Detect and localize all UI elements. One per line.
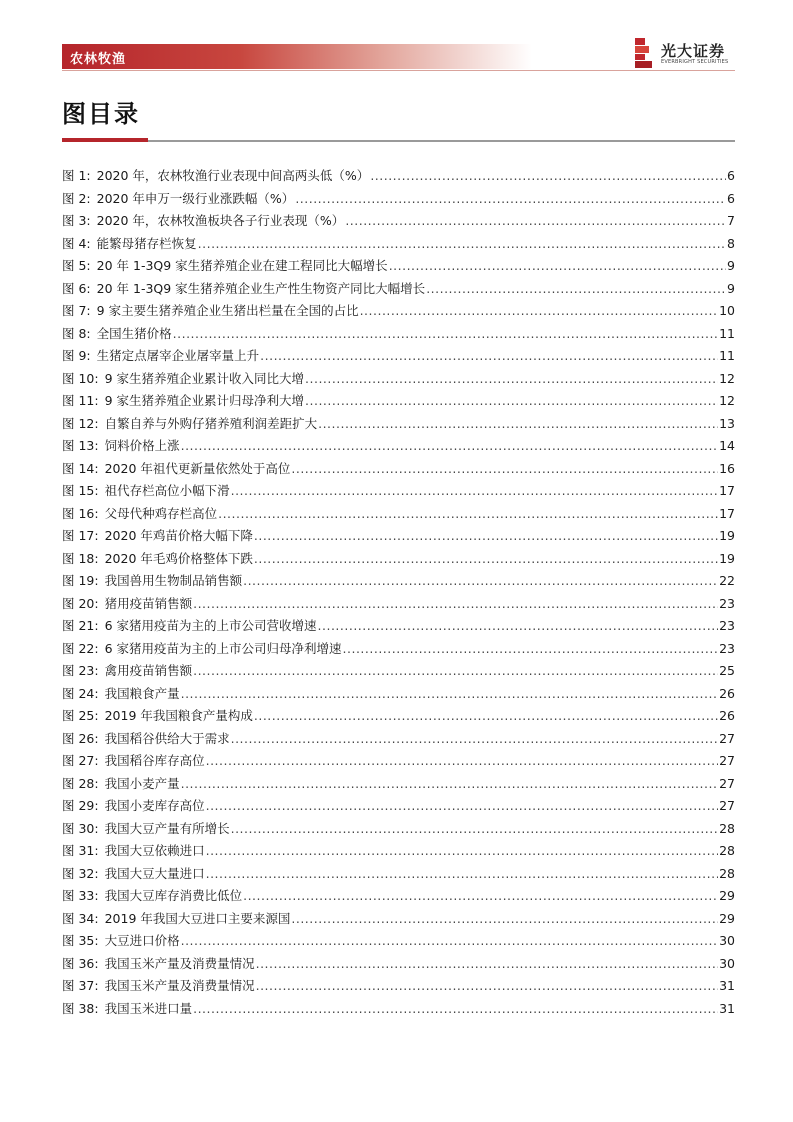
toc-figure-number: 图 8: bbox=[62, 325, 91, 341]
toc-leader-dots bbox=[181, 683, 718, 706]
title-underline-accent bbox=[62, 138, 148, 142]
toc-figure-number: 图 38: bbox=[62, 1000, 99, 1016]
toc-leader-dots bbox=[181, 930, 718, 953]
toc-entry[interactable] bbox=[62, 390, 735, 413]
toc-entry[interactable] bbox=[62, 233, 735, 256]
toc-figure-number: 图 10: bbox=[62, 370, 99, 386]
toc-entry[interactable] bbox=[62, 998, 735, 1021]
toc-entry[interactable] bbox=[62, 570, 735, 593]
toc-figure-title[interactable]: 6 家猪用疫苗为主的上市公司营收增速 bbox=[104, 618, 317, 633]
toc-page-number[interactable]: 23 bbox=[719, 640, 735, 656]
toc-leader-dots bbox=[254, 705, 718, 728]
toc-entry[interactable] bbox=[62, 255, 735, 278]
toc-entry[interactable] bbox=[62, 548, 735, 571]
toc-figure-number: 图 3: bbox=[62, 213, 91, 228]
toc-figure-number: 图 7: bbox=[62, 303, 91, 318]
toc-entry[interactable] bbox=[62, 593, 735, 616]
toc-page-number[interactable]: 19 bbox=[719, 528, 735, 543]
toc-page-number[interactable]: 29 bbox=[719, 888, 735, 903]
toc-figure-number: 图 17: bbox=[62, 528, 99, 543]
toc-leader-dots bbox=[181, 435, 718, 458]
toc-entry[interactable] bbox=[62, 323, 735, 346]
toc-page-number[interactable]: 8 bbox=[727, 235, 735, 251]
section-label: 农林牧渔 bbox=[70, 52, 127, 67]
toc-figure-number: 图 16: bbox=[62, 505, 99, 521]
toc-figure-title[interactable]: 我国玉米产量及消费量情况 bbox=[104, 978, 255, 993]
toc-figure-title[interactable]: 父母代种鸡存栏高位 bbox=[104, 505, 218, 521]
toc-page-number[interactable]: 17 bbox=[719, 483, 735, 498]
header-rule bbox=[62, 70, 735, 71]
toc-figure-title[interactable]: 我国大豆依赖进口 bbox=[104, 843, 205, 858]
toc-figure-title[interactable]: 我国大豆大量进口 bbox=[104, 865, 205, 881]
toc-page-number[interactable]: 23 bbox=[719, 618, 735, 633]
toc-page-number[interactable]: 11 bbox=[719, 348, 735, 363]
toc-page-number[interactable]: 28 bbox=[719, 820, 735, 836]
toc-figure-title[interactable]: 大豆进口价格 bbox=[104, 933, 180, 948]
toc-page-number[interactable]: 19 bbox=[719, 550, 735, 566]
toc-page-number[interactable]: 10 bbox=[719, 303, 735, 318]
toc-figure-title[interactable]: 2020 年祖代更新量依然处于高位 bbox=[104, 460, 291, 476]
toc-entry[interactable] bbox=[62, 413, 735, 436]
toc-figure-title[interactable]: 猪用疫苗销售额 bbox=[104, 595, 193, 611]
toc-leader-dots bbox=[295, 188, 726, 211]
toc-entry[interactable] bbox=[62, 435, 735, 458]
toc-figure-title[interactable]: 我国稻谷供给大于需求 bbox=[104, 730, 230, 746]
everbright-logo-icon bbox=[633, 38, 653, 68]
toc-figure-title[interactable]: 9 家生猪养殖企业累计归母净利大增 bbox=[104, 393, 305, 408]
toc-page-number[interactable]: 12 bbox=[719, 370, 735, 386]
toc-leader-dots bbox=[291, 908, 718, 931]
toc-entry[interactable] bbox=[62, 615, 735, 638]
toc-entry[interactable] bbox=[62, 278, 735, 301]
toc-leader-dots bbox=[243, 570, 718, 593]
toc-entry[interactable] bbox=[62, 683, 735, 706]
toc-figure-number: 图 27: bbox=[62, 753, 99, 768]
toc-figure-title[interactable]: 禽用疫苗销售额 bbox=[104, 663, 193, 678]
toc-page-number[interactable]: 28 bbox=[719, 865, 735, 881]
toc-figure-number: 图 11: bbox=[62, 393, 99, 408]
toc-entry[interactable] bbox=[62, 638, 735, 661]
toc-page-number[interactable]: 26 bbox=[719, 685, 735, 701]
toc-figure-number: 图 13: bbox=[62, 438, 99, 453]
toc-figure-title[interactable]: 能繁母猪存栏恢复 bbox=[96, 235, 197, 251]
toc-leader-dots bbox=[343, 638, 719, 661]
toc-page-number[interactable]: 31 bbox=[719, 1000, 735, 1016]
toc-figure-number: 图 23: bbox=[62, 663, 99, 678]
toc-leader-dots bbox=[256, 953, 718, 976]
toc-leader-dots bbox=[206, 750, 718, 773]
toc-figure-number: 图 26: bbox=[62, 730, 99, 746]
toc-figure-title[interactable]: 祖代存栏高位小幅下滑 bbox=[104, 483, 230, 498]
toc-entry[interactable] bbox=[62, 525, 735, 548]
toc-entry[interactable] bbox=[62, 975, 735, 998]
toc-leader-dots bbox=[193, 660, 718, 683]
toc-leader-dots bbox=[218, 503, 718, 526]
toc-figure-title[interactable]: 20 年 1-3Q9 家生猪养殖企业生产性生物资产同比大幅增长 bbox=[96, 280, 426, 296]
toc-entry[interactable] bbox=[62, 368, 735, 391]
toc-figure-number: 图 36: bbox=[62, 955, 99, 971]
toc-figure-title[interactable]: 生猪定点屠宰企业屠宰量上升 bbox=[96, 348, 260, 363]
toc-entry[interactable] bbox=[62, 773, 735, 796]
toc-entry[interactable] bbox=[62, 480, 735, 503]
toc-page-number[interactable]: 17 bbox=[719, 505, 735, 521]
toc-figure-number: 图 22: bbox=[62, 640, 99, 656]
toc-leader-dots bbox=[231, 480, 718, 503]
toc-figure-number: 图 20: bbox=[62, 595, 99, 611]
toc-entry[interactable] bbox=[62, 458, 735, 481]
toc-page-number[interactable]: 30 bbox=[719, 955, 735, 971]
toc-page-number[interactable]: 9 bbox=[727, 258, 735, 273]
toc-page-number[interactable]: 22 bbox=[719, 573, 735, 588]
toc-entry[interactable] bbox=[62, 840, 735, 863]
toc-figure-number: 图 28: bbox=[62, 775, 99, 791]
toc-figure-title[interactable]: 2020 年鸡苗价格大幅下降 bbox=[104, 528, 253, 543]
toc-entry[interactable] bbox=[62, 863, 735, 886]
toc-leader-dots bbox=[426, 278, 726, 301]
toc-figure-number: 图 12: bbox=[62, 415, 99, 431]
toc-page-number[interactable]: 14 bbox=[719, 438, 735, 453]
toc-figure-title[interactable]: 6 家猪用疫苗为主的上市公司归母净利增速 bbox=[104, 640, 342, 656]
toc-entry[interactable] bbox=[62, 795, 735, 818]
toc-figure-number: 图 21: bbox=[62, 618, 99, 633]
toc-leader-dots bbox=[193, 593, 718, 616]
toc-leader-dots bbox=[305, 390, 718, 413]
toc-figure-number: 图 30: bbox=[62, 820, 99, 836]
figure-list bbox=[62, 165, 735, 1020]
toc-page-number[interactable]: 28 bbox=[719, 843, 735, 858]
toc-page-number[interactable]: 23 bbox=[719, 595, 735, 611]
header-band bbox=[62, 44, 532, 69]
toc-leader-dots bbox=[206, 840, 718, 863]
toc-figure-number: 图 35: bbox=[62, 933, 99, 948]
toc-figure-number: 图 18: bbox=[62, 550, 99, 566]
toc-page-number[interactable]: 27 bbox=[719, 753, 735, 768]
toc-leader-dots bbox=[193, 998, 718, 1021]
toc-page-number[interactable]: 27 bbox=[719, 730, 735, 746]
toc-figure-number: 图 9: bbox=[62, 348, 91, 363]
toc-figure-number: 图 37: bbox=[62, 978, 99, 993]
toc-figure-number: 图 14: bbox=[62, 460, 99, 476]
toc-entry[interactable] bbox=[62, 885, 735, 908]
toc-page-number[interactable]: 6 bbox=[727, 168, 735, 183]
toc-figure-number: 图 32: bbox=[62, 865, 99, 881]
toc-leader-dots bbox=[291, 458, 718, 481]
toc-figure-number: 图 19: bbox=[62, 573, 99, 588]
toc-figure-title[interactable]: 20 年 1-3Q9 家生猪养殖企业在建工程同比大幅增长 bbox=[96, 258, 388, 273]
toc-figure-title[interactable]: 我国大豆库存消费比低位 bbox=[104, 888, 243, 903]
toc-page-number[interactable]: 31 bbox=[719, 978, 735, 993]
toc-page-number[interactable]: 13 bbox=[719, 415, 735, 431]
toc-figure-title[interactable]: 2019 年我国粮食产量构成 bbox=[104, 708, 253, 723]
toc-page-number[interactable]: 27 bbox=[719, 798, 735, 813]
toc-entry[interactable] bbox=[62, 210, 735, 233]
toc-figure-title[interactable]: 自繁自养与外购仔猪养殖利润差距扩大 bbox=[104, 415, 318, 431]
toc-leader-dots bbox=[181, 773, 718, 796]
toc-page-number[interactable]: 25 bbox=[719, 663, 735, 678]
toc-figure-number: 图 15: bbox=[62, 483, 99, 498]
toc-figure-title[interactable]: 我国兽用生物制品销售额 bbox=[104, 573, 243, 588]
toc-figure-title[interactable]: 全国生猪价格 bbox=[96, 325, 172, 341]
toc-figure-number: 图 31: bbox=[62, 843, 99, 858]
toc-entry[interactable] bbox=[62, 660, 735, 683]
toc-page-number[interactable]: 27 bbox=[719, 775, 735, 791]
toc-figure-number: 图 4: bbox=[62, 235, 91, 251]
toc-figure-title[interactable]: 我国小麦库存高位 bbox=[104, 798, 205, 813]
toc-leader-dots bbox=[206, 863, 718, 886]
toc-entry[interactable] bbox=[62, 345, 735, 368]
toc-page-number[interactable]: 30 bbox=[719, 933, 735, 948]
toc-figure-title[interactable]: 2020 年毛鸡价格整体下跌 bbox=[104, 550, 253, 566]
toc-figure-number: 图 1: bbox=[62, 168, 91, 183]
toc-entry[interactable] bbox=[62, 188, 735, 211]
toc-leader-dots bbox=[345, 210, 726, 233]
toc-figure-number: 图 29: bbox=[62, 798, 99, 813]
toc-entry[interactable] bbox=[62, 930, 735, 953]
toc-entry[interactable] bbox=[62, 953, 735, 976]
toc-leader-dots bbox=[389, 255, 726, 278]
toc-leader-dots bbox=[370, 165, 726, 188]
toc-entry[interactable] bbox=[62, 728, 735, 751]
toc-figure-number: 图 33: bbox=[62, 888, 99, 903]
toc-figure-number: 图 25: bbox=[62, 708, 99, 723]
toc-entry[interactable] bbox=[62, 503, 735, 526]
toc-entry[interactable] bbox=[62, 818, 735, 841]
toc-figure-title[interactable]: 我国稻谷库存高位 bbox=[104, 753, 205, 768]
toc-leader-dots bbox=[256, 975, 718, 998]
page-title: 图目录 bbox=[62, 100, 140, 128]
toc-leader-dots bbox=[360, 300, 719, 323]
toc-leader-dots bbox=[173, 323, 718, 346]
toc-figure-title[interactable]: 饲料价格上涨 bbox=[104, 438, 180, 453]
toc-page-number[interactable]: 29 bbox=[719, 910, 735, 926]
toc-figure-title[interactable]: 我国粮食产量 bbox=[104, 685, 180, 701]
toc-page-number[interactable]: 26 bbox=[719, 708, 735, 723]
toc-entry[interactable] bbox=[62, 750, 735, 773]
toc-leader-dots bbox=[198, 233, 726, 256]
toc-figure-number: 图 34: bbox=[62, 910, 99, 926]
toc-leader-dots bbox=[260, 345, 718, 368]
toc-figure-number: 图 2: bbox=[62, 190, 91, 206]
toc-figure-number: 图 5: bbox=[62, 258, 91, 273]
toc-leader-dots bbox=[254, 548, 718, 571]
toc-leader-dots bbox=[231, 818, 718, 841]
toc-figure-number: 图 6: bbox=[62, 280, 91, 296]
toc-figure-title[interactable]: 我国大豆产量有所增长 bbox=[104, 820, 230, 836]
toc-leader-dots bbox=[318, 413, 718, 436]
toc-figure-title[interactable]: 2020 年，农林牧渔板块各子行业表现（%） bbox=[96, 213, 345, 228]
toc-figure-title[interactable]: 9 家生猪养殖企业累计收入同比大增 bbox=[104, 370, 305, 386]
toc-figure-number: 图 24: bbox=[62, 685, 99, 701]
toc-figure-title[interactable]: 我国小麦产量 bbox=[104, 775, 180, 791]
toc-page-number[interactable]: 9 bbox=[727, 280, 735, 296]
toc-figure-title[interactable]: 2019 年我国大豆进口主要来源国 bbox=[104, 910, 291, 926]
title-underline bbox=[148, 140, 735, 142]
toc-figure-title[interactable]: 2020 年申万一级行业涨跌幅（%） bbox=[96, 190, 295, 206]
toc-leader-dots bbox=[254, 525, 718, 548]
toc-entry[interactable] bbox=[62, 165, 735, 188]
toc-page-number[interactable]: 7 bbox=[727, 213, 735, 228]
toc-entry[interactable] bbox=[62, 908, 735, 931]
toc-entry[interactable] bbox=[62, 300, 735, 323]
toc-page-number[interactable]: 11 bbox=[719, 325, 735, 341]
toc-figure-title[interactable]: 我国玉米产量及消费量情况 bbox=[104, 955, 255, 971]
brand-subtitle: EVERBRIGHT SECURITIES bbox=[661, 59, 729, 65]
toc-leader-dots bbox=[243, 885, 718, 908]
toc-leader-dots bbox=[318, 615, 719, 638]
toc-figure-title[interactable]: 9 家主要生猪养殖企业生猪出栏量在全国的占比 bbox=[96, 303, 359, 318]
toc-figure-title[interactable]: 我国玉米进口量 bbox=[104, 1000, 193, 1016]
brand-logo bbox=[633, 38, 733, 68]
toc-leader-dots bbox=[206, 795, 718, 818]
toc-entry[interactable] bbox=[62, 705, 735, 728]
brand-name: 光大证券 bbox=[661, 42, 726, 60]
toc-page-number[interactable]: 12 bbox=[719, 393, 735, 408]
toc-leader-dots bbox=[231, 728, 718, 751]
toc-figure-title[interactable]: 2020 年，农林牧渔行业表现中间高两头低（%） bbox=[96, 168, 370, 183]
toc-leader-dots bbox=[305, 368, 718, 391]
toc-page-number[interactable]: 16 bbox=[719, 460, 735, 476]
toc-page-number[interactable]: 6 bbox=[727, 190, 735, 206]
